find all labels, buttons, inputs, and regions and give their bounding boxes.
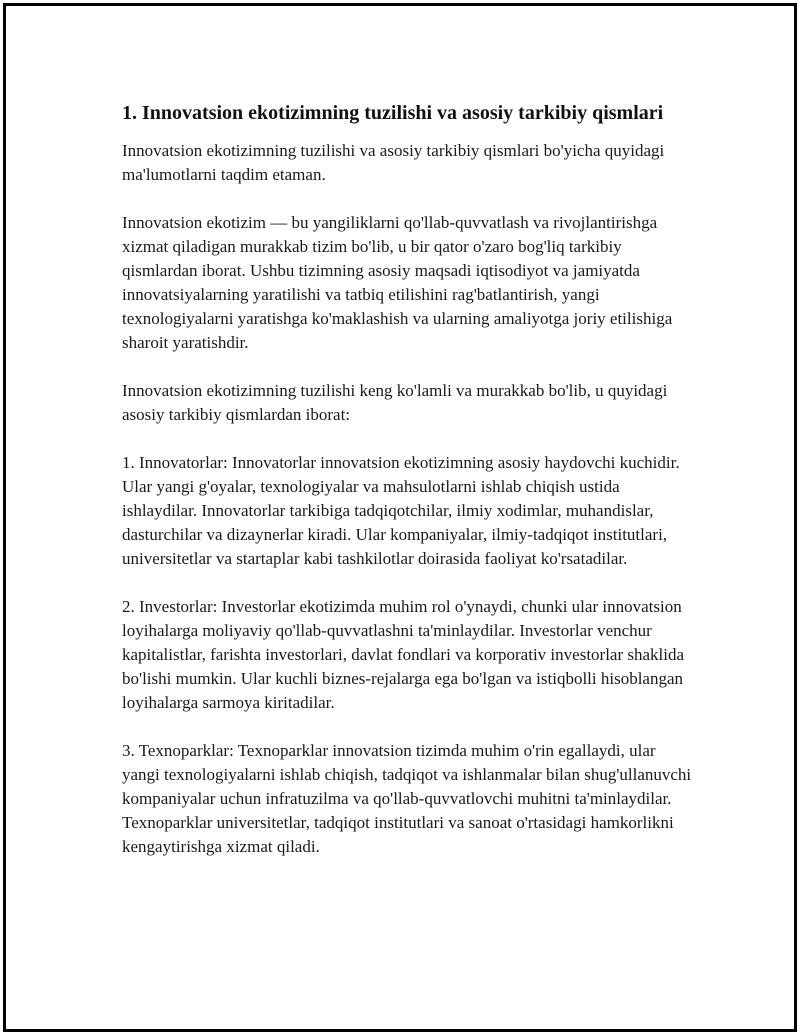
investors-paragraph: 2. Investorlar: Investorlar ekotizimda muhim rol o'ynaydi, chunki ular innovatsion loyihalarga moliyaviy qo'llab-quvvatlashni ta'minlaydilar. Investorlar venchur kapitalistlar, farishta investorlari, davlat fondlari va korporativ investorlar shaklida bo'lishi mumkin. Ular kuchli biznes-rejalarga ega bo'lgan va istiqbolli hisoblangan loyihalarga sarmoya kiritadilar. [122,597,685,712]
document-body [122,100,692,883]
innovators-paragraph: 1. Innovatorlar: Innovatorlar innovatsion ekotizimning asosiy haydovchi kuchidir. Ular yangi g'oyalar, texnologiyalar va mahsulotlarni ishlab chiqish ustida ishlaydilar. Innovatorlar tarkibiga tadqiqotchilar, ilmiy xodimlar, muhandislar, dasturchilar va dizaynerlar kiradi. Ular kompaniyalar, ilmiy-tadqiqot institutlari, universitetlar va startaplar kabi tashkilotlar doirasida faoliyat ko'rsatadilar. [122,453,680,568]
section-heading: 1. Innovatsion ekotizimning tuzilishi va asosiy tarkibiy qismlari [122,102,664,124]
technoparks-paragraph: 3. Texnoparklar: Texnoparklar innovatsion tizimda muhim o'rin egallaydi, ular yangi texnologiyalarni ishlab chiqish, tadqiqot va ishlanmalar bilan shug'ullanuvchi kompaniyalar uchun infratuzilma va qo'llab-quvvatlovchi muhitni ta'minlaydilar. Texnoparklar universitetlar, tadqiqot institutlari va sanoat o'rtasidagi hamkorlikni kengaytirishga xizmat qiladi. [122,741,692,856]
page-frame [3,3,797,1032]
structure-paragraph: Innovatsion ekotizimning tuzilishi keng ko'lamli va murakkab bo'lib, u quyidagi asosiy tarkibiy qismlardan iborat: [122,381,668,424]
intro-paragraph: Innovatsion ekotizimning tuzilishi va asosiy tarkibiy qismlari bo'yicha quyidagi ma'lumotlarni taqdim etaman. [122,141,665,184]
definition-paragraph: Innovatsion ekotizim — bu yangiliklarni qo'llab-quvvatlash va rivojlantirishga xizmat qiladigan murakkab tizim bo'lib, u bir qator o'zaro bog'liq tarkibiy qismlardan iborat. Ushbu tizimning asosiy maqsadi iqtisodiyot va jamiyatda innovatsiyalarning yaratilishi va tatbiq etilishini rag'batlantirish, yangi texnologiyalarni yaratishga ko'maklashish va ularning amaliyotga joriy etilishiga sharoit yaratishdir. [122,213,673,352]
